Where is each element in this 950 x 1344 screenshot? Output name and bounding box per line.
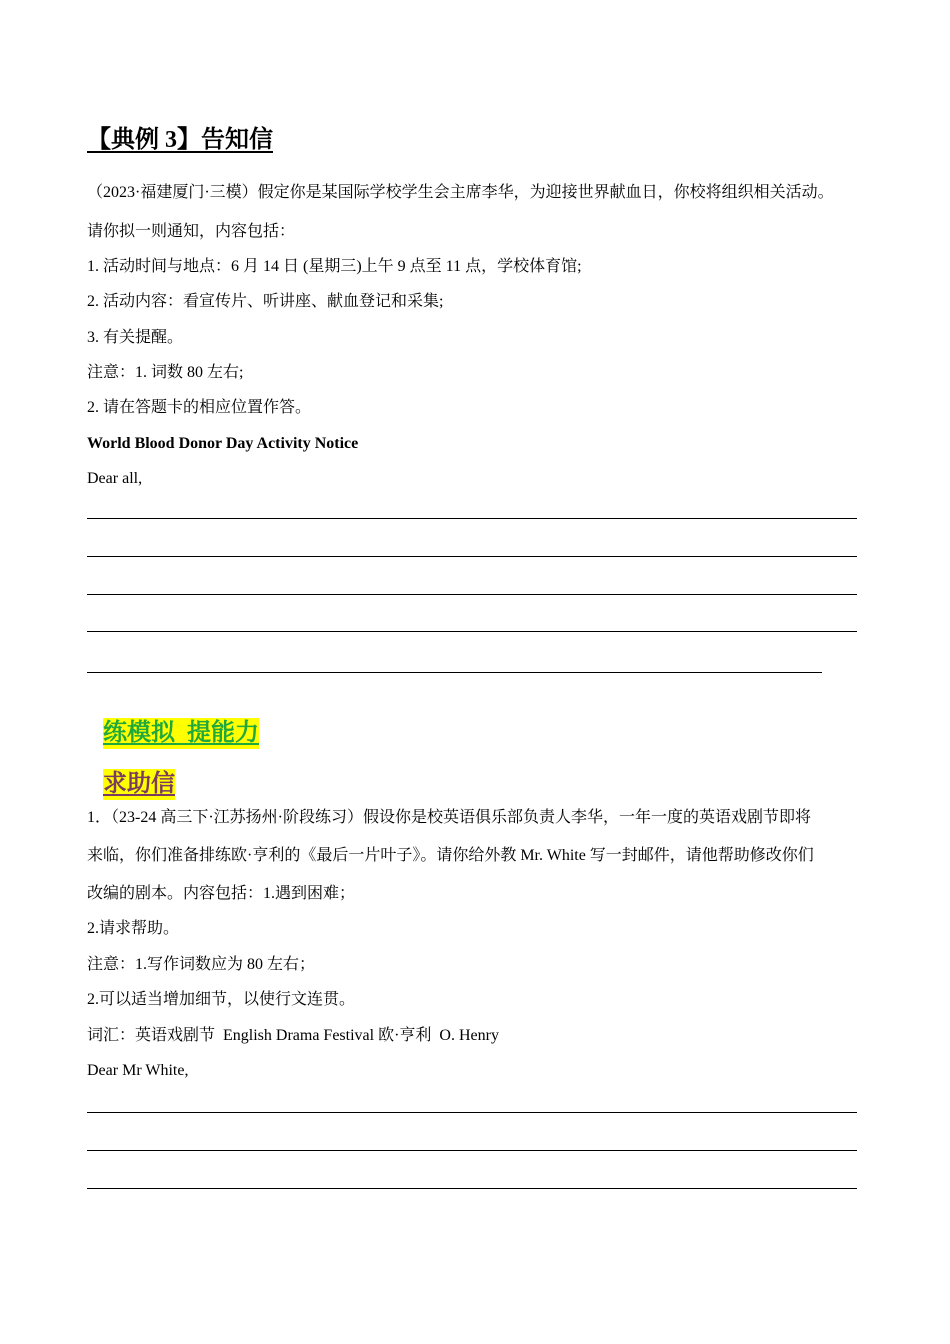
letter-title: World Blood Donor Day Activity Notice [87,435,359,452]
answer-line [87,631,857,632]
answer-line [87,1112,857,1113]
section-title: 练模拟 提能力 [103,718,259,749]
category-title: 求助信 [103,769,175,800]
requirement-item: 2.请求帮助。 [87,920,180,937]
answer-line [87,518,857,519]
answer-line [87,1188,857,1189]
vocabulary-note: 词汇：英语戏剧节 English Drama Festival 欧·亨利 O. Henry [87,1027,499,1044]
example-heading: 【典例 3】告知信 [87,127,273,153]
answer-line [87,556,857,557]
answer-line [87,672,822,673]
note-item: 注意：1.写作词数应为 80 左右； [87,956,316,973]
note-item: 2.可以适当增加细节，以使行文连贯。 [87,991,356,1008]
example-instruction: 请你拟一则通知，内容包括： [87,223,296,240]
requirement-item: 1. 活动时间与地点：6 月 14 日 (星期三)上午 9 点至 11 点，学校体育馆; [87,258,582,275]
example-prompt: （2023·福建厦门·三模）假定你是某国际学校学生会主席李华，为迎接世界献血日，你校将组织相关活动。 [87,184,834,201]
answer-line [87,1150,857,1151]
letter-greeting: Dear all, [87,470,143,487]
question-text-line: 改编的剧本。内容包括：1.遇到困难； [87,885,356,902]
letter-greeting: Dear Mr White, [87,1062,189,1079]
note-item: 注意：1. 词数 80 左右; [87,364,244,381]
answer-line [87,594,857,595]
question-text-line: 来临，你们准备排练欧·亨利的《最后一片叶子》。请你给外教 Mr. White 写一封邮件，请他帮助修改你们 [87,847,814,864]
requirement-item: 3. 有关提醒。 [87,329,184,346]
question-text-line: 1．（23-24 高三下·江苏扬州·阶段练习）假设你是校英语俱乐部负责人李华，一年一度的英语戏剧节即将 [87,809,811,826]
requirement-item: 2. 活动内容：看宣传片、听讲座、献血登记和采集; [87,293,444,310]
note-item: 2. 请在答题卡的相应位置作答。 [87,399,312,416]
